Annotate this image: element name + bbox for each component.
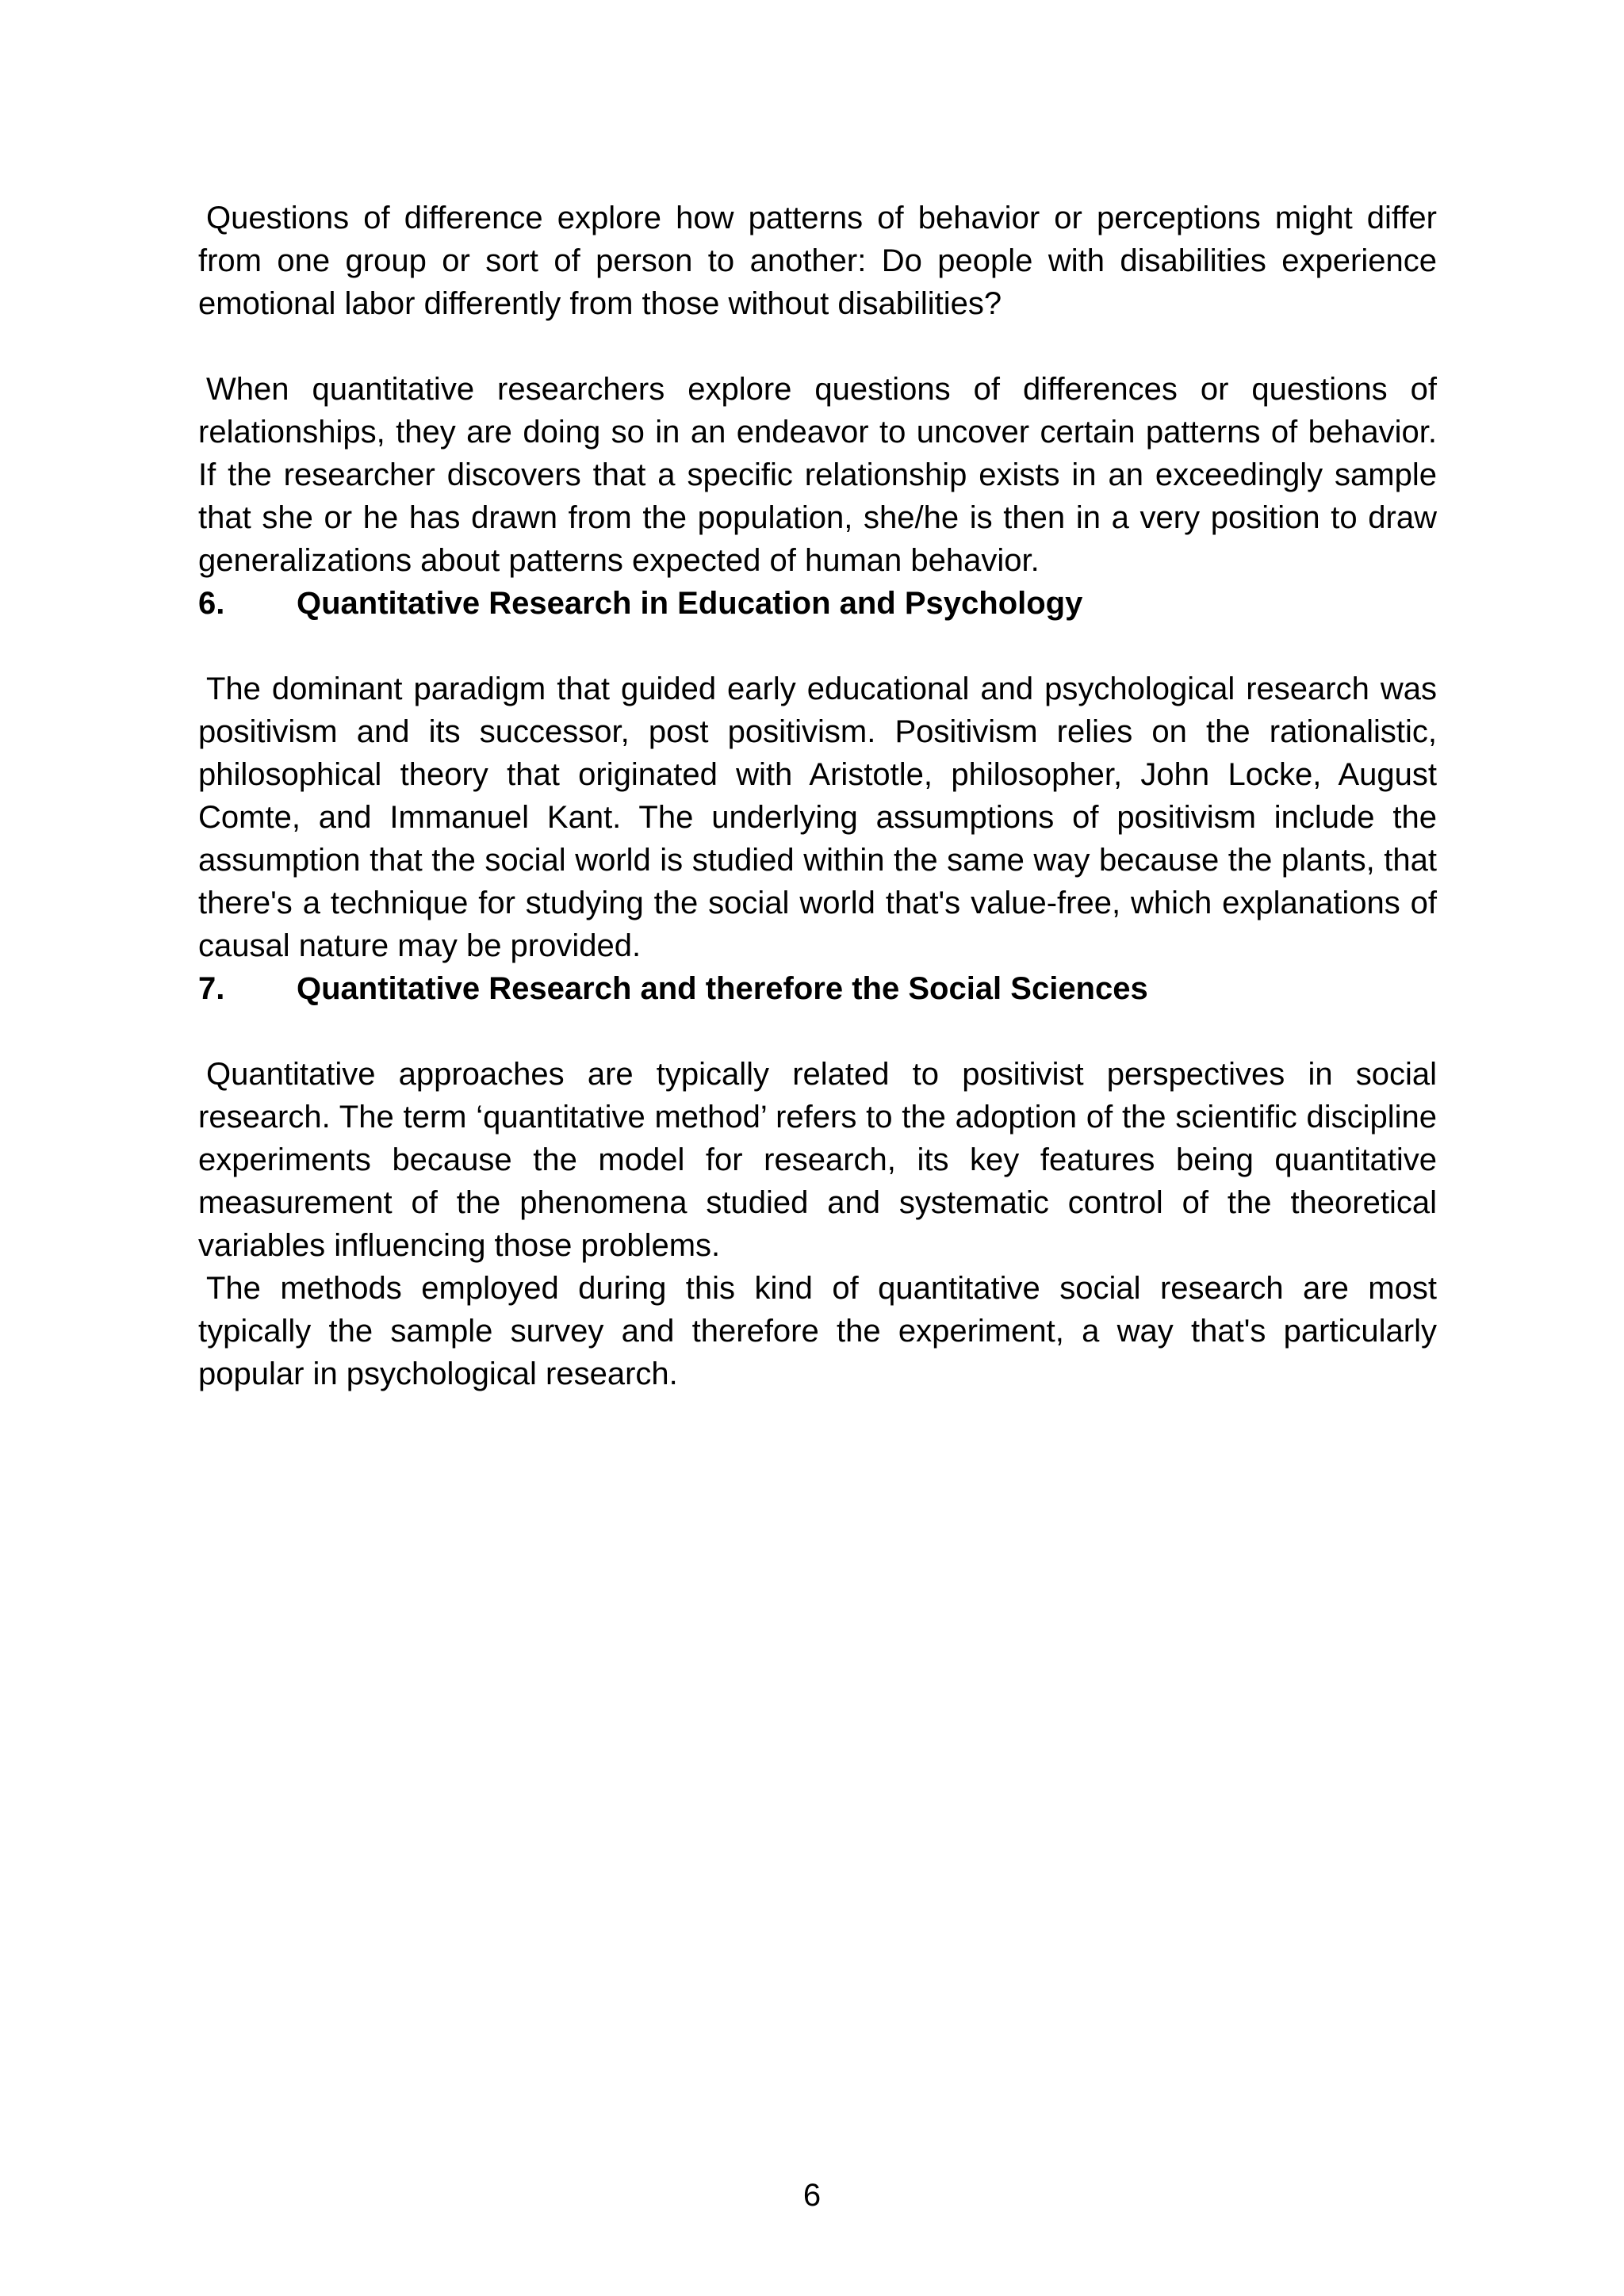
paragraph-methods-employed: The methods employed during this kind of quantitative social research are most typically the sample survey and therefore the experiment, a way that's particularly popular in psychological research. [198, 1271, 1437, 1391]
section-number-7: 7. [198, 971, 225, 1006]
section-heading-6 [198, 582, 1437, 625]
paragraph-quantitative-approaches: Quantitative approaches are typically related to positivist perspectives in social research. The term ‘quantitative method’ refers to the adoption of the scientific discipline experiments because the model for research, its key features being quantitative measurement of the phenomena studied and systematic control of the theoretical variables influencing those problems. [198, 1057, 1437, 1263]
section-heading-7 [198, 967, 1437, 1010]
section-title-7: Quantitative Research and therefore the Social Sciences [297, 971, 1148, 1006]
page-content [198, 197, 1437, 1395]
paragraph-dominant-paradigm: The dominant paradigm that guided early educational and psychological research was positivism and its successor, post positivism. Positivism relies on the rationalistic, philosophical theory that originated with Aristotle, philosopher, John Locke, August Comte, and Immanuel Kant. The underlying assumptions of positivism include the assumption that the social world is studied within the same way because the plants, that there's a technique for studying the social world that's value-free, which explanations of causal nature may be provided. [198, 672, 1437, 963]
page-number: 6 [802, 2178, 822, 2213]
paragraph-quantitative-researchers: When quantitative researchers explore questions of differences or questions of relationships, they are doing so in an endeavor to uncover certain patterns of behavior. If the researcher discovers that a specific relationship exists in an exceedingly sample that she or he has drawn from the population, she/he is then in a very position to draw generalizations about patterns expected of human behavior. [198, 372, 1437, 578]
paragraph-questions-of-difference: Questions of difference explore how patterns of behavior or perceptions might differ from one group or sort of person to another: Do people with disabilities experience emotional labor differently from those without disabilities? [198, 201, 1437, 321]
section-title-6: Quantitative Research in Education and Psychology [297, 586, 1083, 621]
section-number-6: 6. [198, 586, 225, 621]
